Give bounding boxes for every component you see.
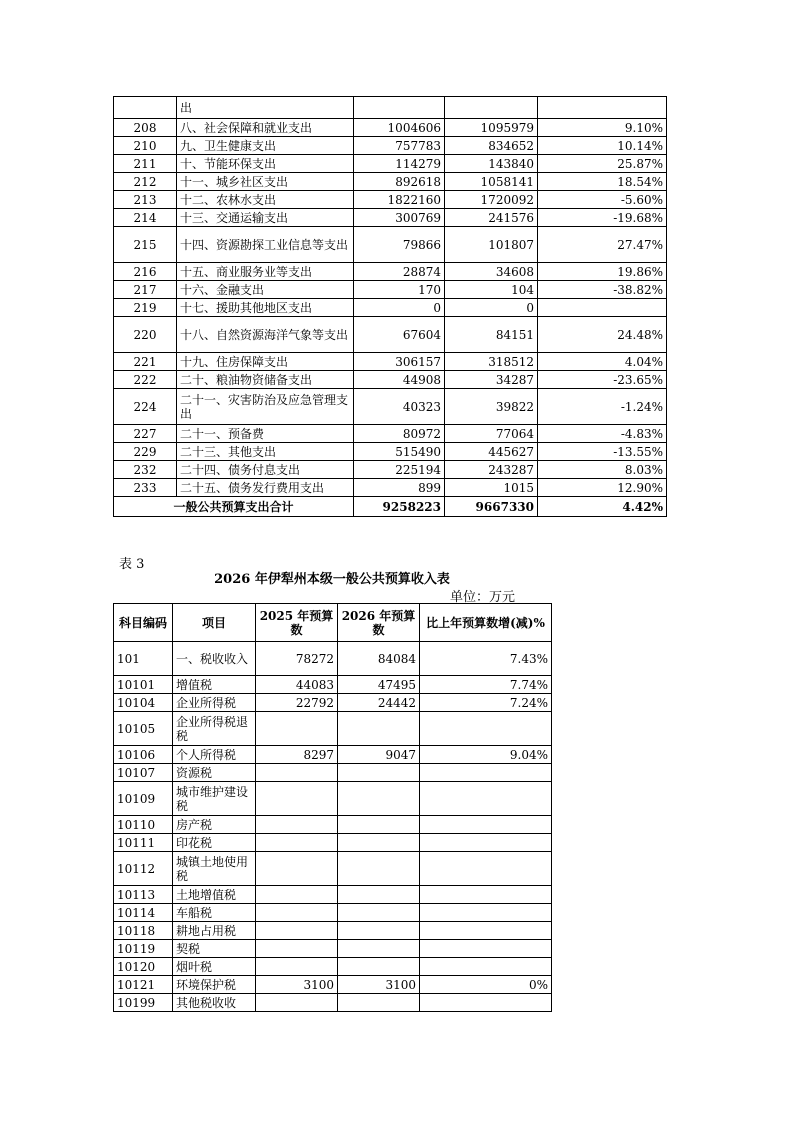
row-code: 210 — [114, 137, 177, 155]
row-code: 10121 — [114, 976, 173, 994]
row-2025-value — [256, 886, 338, 904]
row-2026-value: 101807 — [445, 227, 538, 263]
row-2025-value: 892618 — [354, 173, 445, 191]
row-2025-value: 79866 — [354, 227, 445, 263]
expenditure-table — [113, 96, 667, 517]
row-change-pct: 24.48% — [538, 317, 667, 353]
row-code: 220 — [114, 317, 177, 353]
row-change-pct: 12.90% — [538, 479, 667, 497]
table-row — [114, 904, 552, 922]
row-change-pct — [420, 782, 552, 816]
row-code: 217 — [114, 281, 177, 299]
row-2026-value — [338, 764, 420, 782]
row-change-pct: 9.04% — [420, 746, 552, 764]
row-name: 资源税 — [173, 764, 256, 782]
row-name: 一、税收收入 — [173, 642, 256, 676]
row-2025-value — [256, 764, 338, 782]
row-2026-value: 34287 — [445, 371, 538, 389]
row-name: 城镇土地使用税 — [173, 852, 256, 886]
table-row — [114, 97, 667, 119]
table-row — [114, 209, 667, 227]
row-2026-value: 47495 — [338, 676, 420, 694]
row-code: 212 — [114, 173, 177, 191]
row-code: 10112 — [114, 852, 173, 886]
row-2025-value: 306157 — [354, 353, 445, 371]
row-2025-value — [256, 834, 338, 852]
table-row — [114, 173, 667, 191]
row-change-pct: 25.87% — [538, 155, 667, 173]
table-row — [114, 191, 667, 209]
revenue-table-body — [114, 604, 552, 1012]
table-row — [114, 371, 667, 389]
table-row — [114, 155, 667, 173]
table-row — [114, 834, 552, 852]
row-name: 十六、金融支出 — [177, 281, 354, 299]
row-2025-value: 899 — [354, 479, 445, 497]
row-2026-value: 241576 — [445, 209, 538, 227]
row-change-pct: 27.47% — [538, 227, 667, 263]
row-2025-value: 300769 — [354, 209, 445, 227]
table-row — [114, 746, 552, 764]
row-2025-value: 1004606 — [354, 119, 445, 137]
table-row — [114, 922, 552, 940]
row-code: 214 — [114, 209, 177, 227]
row-name: 二十、粮油物资储备支出 — [177, 371, 354, 389]
row-2025-value — [256, 816, 338, 834]
row-2025-value: 80972 — [354, 425, 445, 443]
row-2026-value: 834652 — [445, 137, 538, 155]
row-code: 10104 — [114, 694, 173, 712]
row-change-pct — [420, 764, 552, 782]
row-name: 十、节能环保支出 — [177, 155, 354, 173]
row-change-pct: -23.65% — [538, 371, 667, 389]
row-name: 十八、自然资源海洋气象等支出 — [177, 317, 354, 353]
row-2025-value: 0 — [354, 299, 445, 317]
row-change-pct: 7.74% — [420, 676, 552, 694]
row-code: 233 — [114, 479, 177, 497]
row-code: 219 — [114, 299, 177, 317]
row-2026-value: 84084 — [338, 642, 420, 676]
row-change-pct: 4.04% — [538, 353, 667, 371]
row-2026-value: 104 — [445, 281, 538, 299]
row-2025-value — [256, 904, 338, 922]
row-name: 企业所得税退税 — [173, 712, 256, 746]
table-row — [114, 317, 667, 353]
row-name: 二十一、预备费 — [177, 425, 354, 443]
row-change-pct: -5.60% — [538, 191, 667, 209]
row-code: 10199 — [114, 994, 173, 1012]
total-2025-value: 9258223 — [354, 497, 445, 517]
row-change-pct: -38.82% — [538, 281, 667, 299]
row-name: 增值税 — [173, 676, 256, 694]
row-change-pct — [420, 922, 552, 940]
total-label: 一般公共预算支出合计 — [114, 497, 354, 517]
table-row — [114, 764, 552, 782]
row-name: 二十一、灾害防治及应急管理支出 — [177, 389, 354, 425]
row-2026-value: 84151 — [445, 317, 538, 353]
row-code: 222 — [114, 371, 177, 389]
row-2026-value — [338, 958, 420, 976]
row-2025-value: 44083 — [256, 676, 338, 694]
row-name: 十五、商业服务业等支出 — [177, 263, 354, 281]
row-code: 10110 — [114, 816, 173, 834]
row-2025-value: 225194 — [354, 461, 445, 479]
row-name: 印花税 — [173, 834, 256, 852]
row-name: 城市维护建设税 — [173, 782, 256, 816]
row-code: 229 — [114, 443, 177, 461]
row-change-pct: 7.43% — [420, 642, 552, 676]
table-row — [114, 782, 552, 816]
row-change-pct: -13.55% — [538, 443, 667, 461]
table-row — [114, 119, 667, 137]
table-row — [114, 263, 667, 281]
row-change-pct: 8.03% — [538, 461, 667, 479]
table-row — [114, 712, 552, 746]
revenue-table-header — [114, 604, 552, 642]
row-name: 十二、农林水支出 — [177, 191, 354, 209]
row-name: 个人所得税 — [173, 746, 256, 764]
row-code: 10113 — [114, 886, 173, 904]
row-2026-value — [338, 782, 420, 816]
row-code: 101 — [114, 642, 173, 676]
row-change-pct — [420, 958, 552, 976]
row-2026-value: 3100 — [338, 976, 420, 994]
row-2026-value — [338, 712, 420, 746]
row-change-pct — [538, 299, 667, 317]
row-2025-value — [256, 782, 338, 816]
header-code: 科目编码 — [114, 604, 173, 642]
table-row — [114, 137, 667, 155]
row-2026-value — [338, 816, 420, 834]
row-2026-value: 39822 — [445, 389, 538, 425]
row-2026-value: 1058141 — [445, 173, 538, 191]
row-code: 10109 — [114, 782, 173, 816]
row-name: 土地增值税 — [173, 886, 256, 904]
row-2025-value: 44908 — [354, 371, 445, 389]
row-code: 211 — [114, 155, 177, 173]
row-code: 10120 — [114, 958, 173, 976]
row-code: 10105 — [114, 712, 173, 746]
row-name: 二十四、债务付息支出 — [177, 461, 354, 479]
row-change-pct — [420, 712, 552, 746]
header-change: 比上年预算数增(减)% — [420, 604, 552, 642]
row-code: 10119 — [114, 940, 173, 958]
table-row — [114, 443, 667, 461]
table3-unit: 单位：万元 — [450, 590, 516, 605]
table-row — [114, 389, 667, 425]
row-name: 烟叶税 — [173, 958, 256, 976]
table-row — [114, 852, 552, 886]
row-2026-value — [338, 904, 420, 922]
row-code: 10111 — [114, 834, 173, 852]
row-2025-value: 114279 — [354, 155, 445, 173]
row-change-pct: 18.54% — [538, 173, 667, 191]
row-change-pct: 0% — [420, 976, 552, 994]
row-2026-value: 318512 — [445, 353, 538, 371]
row-2025-value — [256, 712, 338, 746]
expenditure-table-body — [114, 97, 667, 517]
row-code: 208 — [114, 119, 177, 137]
row-2025-value: 67604 — [354, 317, 445, 353]
row-name: 二十五、债务发行费用支出 — [177, 479, 354, 497]
table-row — [114, 461, 667, 479]
row-code: 10101 — [114, 676, 173, 694]
row-change-pct — [420, 940, 552, 958]
table-row — [114, 694, 552, 712]
row-name: 十四、资源勘探工业信息等支出 — [177, 227, 354, 263]
row-name: 其他税收收 — [173, 994, 256, 1012]
table-row — [114, 976, 552, 994]
row-2026-value — [445, 97, 538, 119]
row-name: 十一、城乡社区支出 — [177, 173, 354, 191]
row-2025-value — [256, 958, 338, 976]
row-2026-value: 143840 — [445, 155, 538, 173]
row-2026-value: 1720092 — [445, 191, 538, 209]
row-2025-value — [354, 97, 445, 119]
row-code: 10106 — [114, 746, 173, 764]
table-row — [114, 676, 552, 694]
total-change-pct: 4.42% — [538, 497, 667, 517]
row-2025-value: 22792 — [256, 694, 338, 712]
row-2026-value: 243287 — [445, 461, 538, 479]
row-code: 224 — [114, 389, 177, 425]
row-2026-value: 24442 — [338, 694, 420, 712]
row-change-pct — [420, 816, 552, 834]
row-2026-value — [338, 994, 420, 1012]
table3-label: 表 3 — [119, 557, 145, 572]
row-name: 二十三、其他支出 — [177, 443, 354, 461]
row-2025-value: 8297 — [256, 746, 338, 764]
header-2025: 2025 年预算数 — [256, 604, 338, 642]
row-code: 10107 — [114, 764, 173, 782]
row-name: 车船税 — [173, 904, 256, 922]
row-change-pct: 19.86% — [538, 263, 667, 281]
row-code: 216 — [114, 263, 177, 281]
row-name: 十七、援助其他地区支出 — [177, 299, 354, 317]
row-change-pct: 10.14% — [538, 137, 667, 155]
row-2026-value: 0 — [445, 299, 538, 317]
row-2025-value: 515490 — [354, 443, 445, 461]
row-2025-value — [256, 940, 338, 958]
row-2025-value — [256, 922, 338, 940]
row-2026-value: 77064 — [445, 425, 538, 443]
row-2026-value: 1095979 — [445, 119, 538, 137]
row-2026-value — [338, 922, 420, 940]
row-name: 契税 — [173, 940, 256, 958]
total-row — [114, 497, 667, 517]
row-2025-value: 170 — [354, 281, 445, 299]
table-row — [114, 425, 667, 443]
row-code: 227 — [114, 425, 177, 443]
table-row — [114, 227, 667, 263]
row-name: 十三、交通运输支出 — [177, 209, 354, 227]
row-change-pct — [538, 97, 667, 119]
row-change-pct: -1.24% — [538, 389, 667, 425]
row-2025-value: 78272 — [256, 642, 338, 676]
table-row — [114, 958, 552, 976]
row-name: 环境保护税 — [173, 976, 256, 994]
table-row — [114, 816, 552, 834]
row-2025-value: 28874 — [354, 263, 445, 281]
row-2025-value: 40323 — [354, 389, 445, 425]
total-2026-value: 9667330 — [445, 497, 538, 517]
row-name: 企业所得税 — [173, 694, 256, 712]
table-row — [114, 642, 552, 676]
header-2026: 2026 年预算数 — [338, 604, 420, 642]
row-2026-value — [338, 852, 420, 886]
header-item: 项目 — [173, 604, 256, 642]
row-change-pct — [420, 904, 552, 922]
revenue-table — [113, 603, 552, 1012]
row-2026-value: 34608 — [445, 263, 538, 281]
row-2026-value — [338, 834, 420, 852]
row-change-pct: -4.83% — [538, 425, 667, 443]
table-row — [114, 281, 667, 299]
table-row — [114, 479, 667, 497]
row-code: 213 — [114, 191, 177, 209]
row-name: 出 — [177, 97, 354, 119]
row-change-pct — [420, 994, 552, 1012]
row-2026-value: 1015 — [445, 479, 538, 497]
row-2026-value: 445627 — [445, 443, 538, 461]
row-code: 215 — [114, 227, 177, 263]
table3-title: 2026 年伊犁州本级一般公共预算收入表 — [214, 572, 450, 587]
row-change-pct: -19.68% — [538, 209, 667, 227]
row-code — [114, 97, 177, 119]
table-row — [114, 353, 667, 371]
row-code: 10118 — [114, 922, 173, 940]
table-row — [114, 886, 552, 904]
row-name: 耕地占用税 — [173, 922, 256, 940]
row-2026-value: 9047 — [338, 746, 420, 764]
row-2025-value — [256, 852, 338, 886]
row-change-pct: 7.24% — [420, 694, 552, 712]
row-code: 10114 — [114, 904, 173, 922]
row-2025-value: 3100 — [256, 976, 338, 994]
row-change-pct — [420, 834, 552, 852]
row-2025-value: 1822160 — [354, 191, 445, 209]
row-name: 九、卫生健康支出 — [177, 137, 354, 155]
row-code: 232 — [114, 461, 177, 479]
row-change-pct: 9.10% — [538, 119, 667, 137]
row-change-pct — [420, 852, 552, 886]
table-row — [114, 299, 667, 317]
table-row — [114, 994, 552, 1012]
row-name: 十九、住房保障支出 — [177, 353, 354, 371]
table-row — [114, 940, 552, 958]
row-2025-value — [256, 994, 338, 1012]
row-2026-value — [338, 940, 420, 958]
row-name: 房产税 — [173, 816, 256, 834]
row-code: 221 — [114, 353, 177, 371]
row-change-pct — [420, 886, 552, 904]
row-name: 八、社会保障和就业支出 — [177, 119, 354, 137]
row-2026-value — [338, 886, 420, 904]
row-2025-value: 757783 — [354, 137, 445, 155]
